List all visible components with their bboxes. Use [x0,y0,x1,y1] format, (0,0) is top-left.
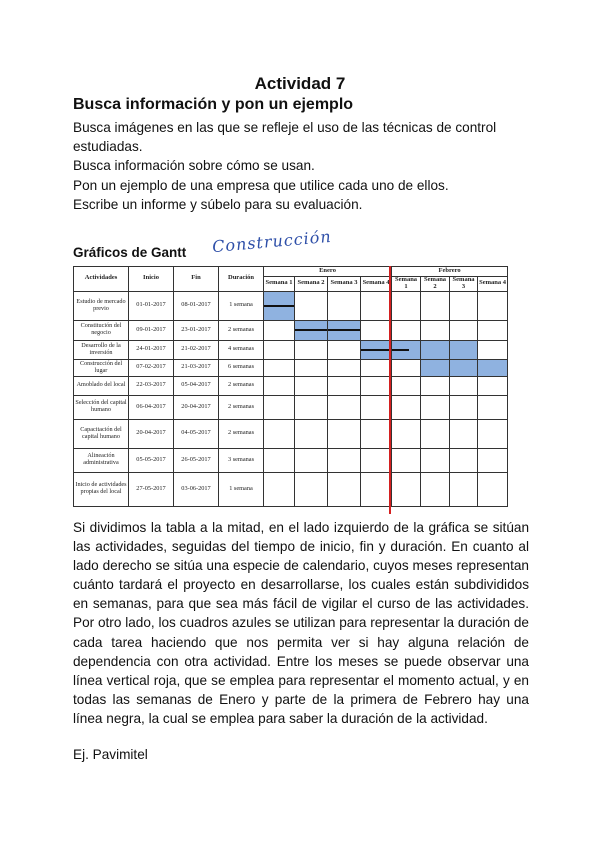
week-cell [421,320,450,340]
intro-instructions [73,118,528,214]
activity-cell: Inicio de actividades propias del local [74,472,129,506]
week-cell [392,419,421,448]
week-cell [295,448,328,472]
week-cell [392,376,421,395]
progress-line [328,329,360,331]
task-block [421,340,450,359]
week-cell [450,472,478,506]
week-cell [295,472,328,506]
section-subtitle: Busca información y pon un ejemplo [73,96,354,113]
week-header: Semana 3 [450,277,478,292]
week-cell [478,340,508,359]
task-block [328,320,361,340]
week-cell [264,340,295,359]
week-cell [264,395,295,419]
duration-cell: 4 semanas [219,340,264,359]
week-cell [421,376,450,395]
table-row [74,376,508,395]
week-cell [264,359,295,376]
week-header: Semana 1 [264,277,295,292]
end-cell: 20-04-2017 [174,395,219,419]
week-cell [478,472,508,506]
end-cell: 23-01-2017 [174,320,219,340]
week-header: Semana 2 [421,277,450,292]
progress-line [392,349,409,351]
week-cell [361,359,392,376]
task-block [264,291,295,320]
end-cell: 08-01-2017 [174,291,219,320]
progress-line [295,329,327,331]
table-row [74,472,508,506]
duration-cell: 2 semanas [219,395,264,419]
week-cell [361,320,392,340]
activity-cell: Selección del capital humano [74,395,129,419]
progress-line [264,305,294,307]
week-cell [361,376,392,395]
week-cell [361,472,392,506]
activity-cell: Constitución del negocio [74,320,129,340]
week-cell [478,376,508,395]
start-cell: 20-04-2017 [129,419,174,448]
header-end: Fin [174,267,219,292]
week-cell [264,419,295,448]
week-cell [328,359,361,376]
week-cell [295,291,328,320]
task-block [478,359,508,376]
week-cell [450,291,478,320]
week-cell [392,472,421,506]
week-cell [295,376,328,395]
week-cell [328,340,361,359]
current-date-line [389,266,391,514]
week-cell [450,376,478,395]
week-cell [295,359,328,376]
week-header: Semana 4 [478,277,508,292]
week-cell [264,320,295,340]
gantt-table [73,266,508,507]
month-header: Febrero [392,267,508,277]
activity-cell: Estudio de mercado previo [74,291,129,320]
week-header: Semana 2 [295,277,328,292]
week-cell [264,448,295,472]
week-cell [478,320,508,340]
week-cell [264,376,295,395]
week-header: Semana 1 [392,277,421,292]
start-cell: 07-02-2017 [129,359,174,376]
week-cell [361,395,392,419]
end-cell: 03-06-2017 [174,472,219,506]
start-cell: 22-03-2017 [129,376,174,395]
explanation-paragraph: Si dividimos la tabla a la mitad, en el lado izquierdo de la gráfica se sitúan las actividades, seguidas del tiempo de inicio, fin y duración. En cuanto al lado derecho se sitúa una especie de calendario, cuyos meses representan cuánto tardará el proyecto en desarrollarse, los cuales están subdivididos en semanas, para que sea más fácil de vigilar el curso de las actividades. Por otro lado, los cuadros azules se utilizan para representar la duración de cada tarea haciendo que nos permita ver si hay alguna relación de dependencia con otra actividad. Entre los meses se puede observar una línea vertical roja, que se emplea para representar el momento actual, y en todas las semanas de Enero y parte de la primera de Febrero hay una línea negra, la cual se emplea para saber la duración de la actividad. [73,520,529,726]
end-cell: 04-05-2017 [174,419,219,448]
activity-cell: Alineación administrativa [74,448,129,472]
start-cell: 01-01-2017 [129,291,174,320]
end-cell: 21-02-2017 [174,340,219,359]
week-cell [328,472,361,506]
week-cell [421,472,450,506]
week-header: Semana 3 [328,277,361,292]
week-cell [450,320,478,340]
week-cell [392,395,421,419]
week-cell [392,448,421,472]
task-block [421,359,450,376]
start-cell: 24-01-2017 [129,340,174,359]
task-block [450,340,478,359]
example-line: Ej. Pavimitel [73,747,148,762]
gantt-chart [73,266,507,514]
duration-cell: 2 semanas [219,320,264,340]
task-block [295,320,328,340]
week-cell [421,291,450,320]
week-cell [478,419,508,448]
week-cell [478,395,508,419]
end-cell: 26-05-2017 [174,448,219,472]
gantt-heading: Gráficos de Gantt [73,245,187,260]
week-cell [450,448,478,472]
week-cell [361,419,392,448]
duration-cell: 3 semanas [219,448,264,472]
activity-cell: Desarrollo de la inversión [74,340,129,359]
table-row [74,291,508,320]
week-cell [295,395,328,419]
header-start: Inicio [129,267,174,292]
week-cell [392,291,421,320]
instruction-line: Pon un ejemplo de una empresa que utilice cada uno de ellos. [73,177,449,193]
document-title: Actividad 7 [254,74,346,93]
instruction-line: Escribe un informe y súbelo para su evaluación. [73,196,363,212]
activity-cell: Amoblado del local [74,376,129,395]
start-cell: 09-01-2017 [129,320,174,340]
table-row [74,448,508,472]
start-cell: 27-05-2017 [129,472,174,506]
header-activity: Actividades [74,267,129,292]
week-cell [392,320,421,340]
table-row [74,419,508,448]
activity-cell: Construcción del lugar [74,359,129,376]
week-cell [264,472,295,506]
week-cell [361,448,392,472]
header-duration: Duración [219,267,264,292]
task-block [450,359,478,376]
duration-cell: 6 semanas [219,359,264,376]
week-cell [421,448,450,472]
handwritten-note: Construcción [211,226,333,257]
instruction-line: Busca imágenes en las que se refleje el uso de las técnicas de control estudiadas. [73,120,497,155]
week-cell [450,395,478,419]
duration-cell: 2 semanas [219,376,264,395]
week-cell [328,376,361,395]
task-block [392,340,421,359]
start-cell: 05-05-2017 [129,448,174,472]
week-cell [478,291,508,320]
week-cell [361,291,392,320]
week-cell [295,419,328,448]
week-cell [450,419,478,448]
week-cell [478,448,508,472]
activity-cell: Capacitación del capital humano [74,419,129,448]
table-row [74,359,508,376]
end-cell: 21-03-2017 [174,359,219,376]
week-cell [392,359,421,376]
end-cell: 05-04-2017 [174,376,219,395]
week-header: Semana 4 [361,277,392,292]
week-cell [421,419,450,448]
week-cell [295,340,328,359]
week-cell [328,291,361,320]
instruction-line: Busca información sobre cómo se usan. [73,158,315,174]
table-row [74,320,508,340]
duration-cell: 2 semanas [219,419,264,448]
duration-cell: 1 semana [219,472,264,506]
week-cell [328,448,361,472]
task-block [361,340,392,359]
duration-cell: 1 semana [219,291,264,320]
progress-line [361,349,391,351]
week-cell [328,419,361,448]
table-row [74,395,508,419]
start-cell: 06-04-2017 [129,395,174,419]
month-header: Enero [264,267,392,277]
week-cell [328,395,361,419]
table-row [74,340,508,359]
week-cell [421,395,450,419]
